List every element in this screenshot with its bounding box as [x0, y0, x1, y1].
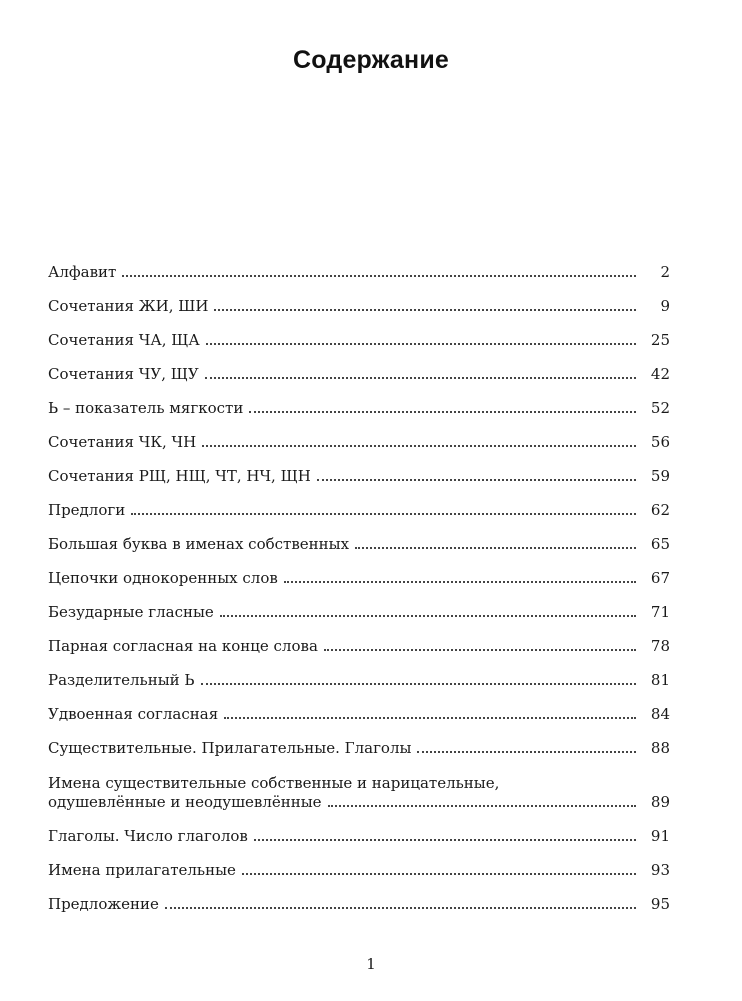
toc-entry-label: Сочетания ЧУ, ЩУ: [48, 365, 199, 383]
toc-leader-dots: [131, 512, 636, 515]
toc-entry-page: 67: [650, 569, 670, 587]
toc-entry: [48, 569, 670, 587]
toc-leader-dots: [214, 308, 636, 311]
toc-entry: [48, 861, 670, 879]
toc-entry-label: Глаголы. Число глаголов: [48, 827, 248, 845]
page-title: Содержание: [292, 46, 450, 74]
toc-entry-page: 89: [650, 793, 670, 811]
toc-entry: [48, 501, 670, 519]
toc-entry-page: 95: [650, 895, 670, 913]
toc-entry-page: 71: [650, 603, 670, 621]
toc-entry-page: 56: [650, 433, 670, 451]
toc-entry-page: 9: [660, 297, 670, 315]
toc-entry: [48, 705, 670, 723]
toc-entry-label: Сочетания ЧА, ЩА: [48, 331, 200, 349]
toc-leader-dots: [201, 682, 636, 685]
toc-entry-page: 84: [650, 705, 670, 723]
toc-leader-dots: [165, 906, 636, 909]
toc-entry-label: Предлоги: [48, 501, 126, 519]
toc-entry: [48, 365, 670, 383]
toc-entry-label: Алфавит: [48, 263, 117, 281]
toc-entry: [48, 827, 670, 845]
toc-leader-dots: [284, 580, 636, 583]
page-number: 1: [366, 955, 376, 973]
toc-entry-label-line1: Имена существительные собственные и нарицательные,: [48, 774, 500, 792]
toc-entry: [48, 895, 670, 913]
toc-leader-dots: [249, 410, 636, 413]
toc-entry: [48, 297, 670, 315]
toc-entry-page: 93: [650, 861, 670, 879]
toc-entry-label: Большая буква в именах собственных: [48, 535, 350, 553]
toc-entry: [48, 773, 670, 811]
toc-entry-page: 25: [650, 331, 670, 349]
toc-entry-page: 78: [650, 637, 670, 655]
toc-entry-page: 65: [650, 535, 670, 553]
toc-leader-dots: [205, 376, 636, 379]
toc-leader-dots: [417, 750, 636, 753]
toc-leader-dots: [242, 872, 636, 875]
toc-leader-dots: [254, 838, 636, 841]
toc-entry: [48, 535, 670, 553]
toc-entry-label: Удвоенная согласная: [48, 705, 219, 723]
toc-entry: [48, 671, 670, 689]
toc-entry-label: одушевлённые и неодушевлённые: [48, 793, 322, 811]
toc-entry-page: 42: [650, 365, 670, 383]
toc-entry-page: 59: [650, 467, 670, 485]
toc-entry-label: Ь – показатель мягкости: [48, 399, 244, 417]
toc-leader-dots: [328, 804, 636, 807]
toc-entry-label: Безударные гласные: [48, 603, 214, 621]
toc-leader-dots: [220, 614, 636, 617]
toc-entry: [48, 603, 670, 621]
toc-entry-label: Разделительный Ь: [48, 671, 195, 689]
toc-entry-label: Цепочки однокоренных слов: [48, 569, 278, 587]
toc-leader-dots: [122, 274, 636, 277]
table-of-contents: [48, 263, 670, 913]
toc-leader-dots: [355, 546, 636, 549]
toc-entry-label: Сочетания ЧК, ЧН: [48, 433, 197, 451]
toc-entry-label: Сочетания РЩ, НЩ, ЧТ, НЧ, ЩН: [48, 467, 311, 485]
toc-entry: [48, 467, 670, 485]
toc-entry: [48, 399, 670, 417]
toc-leader-dots: [317, 478, 636, 481]
toc-entry: [48, 331, 670, 349]
toc-entry-label: Имена прилагательные: [48, 861, 236, 879]
toc-entry-label: Существительные. Прилагательные. Глаголы: [48, 739, 412, 757]
toc-entry-label: Сочетания ЖИ, ШИ: [48, 297, 209, 315]
toc-entry-page: 88: [650, 739, 670, 757]
toc-entry: [48, 263, 670, 281]
toc-entry: [48, 739, 670, 757]
toc-entry-label: Предложение: [48, 895, 159, 913]
toc-entry-page: 62: [650, 501, 670, 519]
toc-leader-dots: [324, 648, 636, 651]
toc-leader-dots: [224, 716, 636, 719]
toc-entry-page: 2: [660, 263, 670, 281]
toc-entry-page: 91: [650, 827, 670, 845]
toc-leader-dots: [206, 342, 636, 345]
toc-entry: [48, 637, 670, 655]
toc-entry-page: 52: [650, 399, 670, 417]
toc-entry-page: 81: [650, 671, 670, 689]
toc-leader-dots: [202, 444, 636, 447]
toc-entry: [48, 433, 670, 451]
toc-entry-label: Парная согласная на конце слова: [48, 637, 318, 655]
